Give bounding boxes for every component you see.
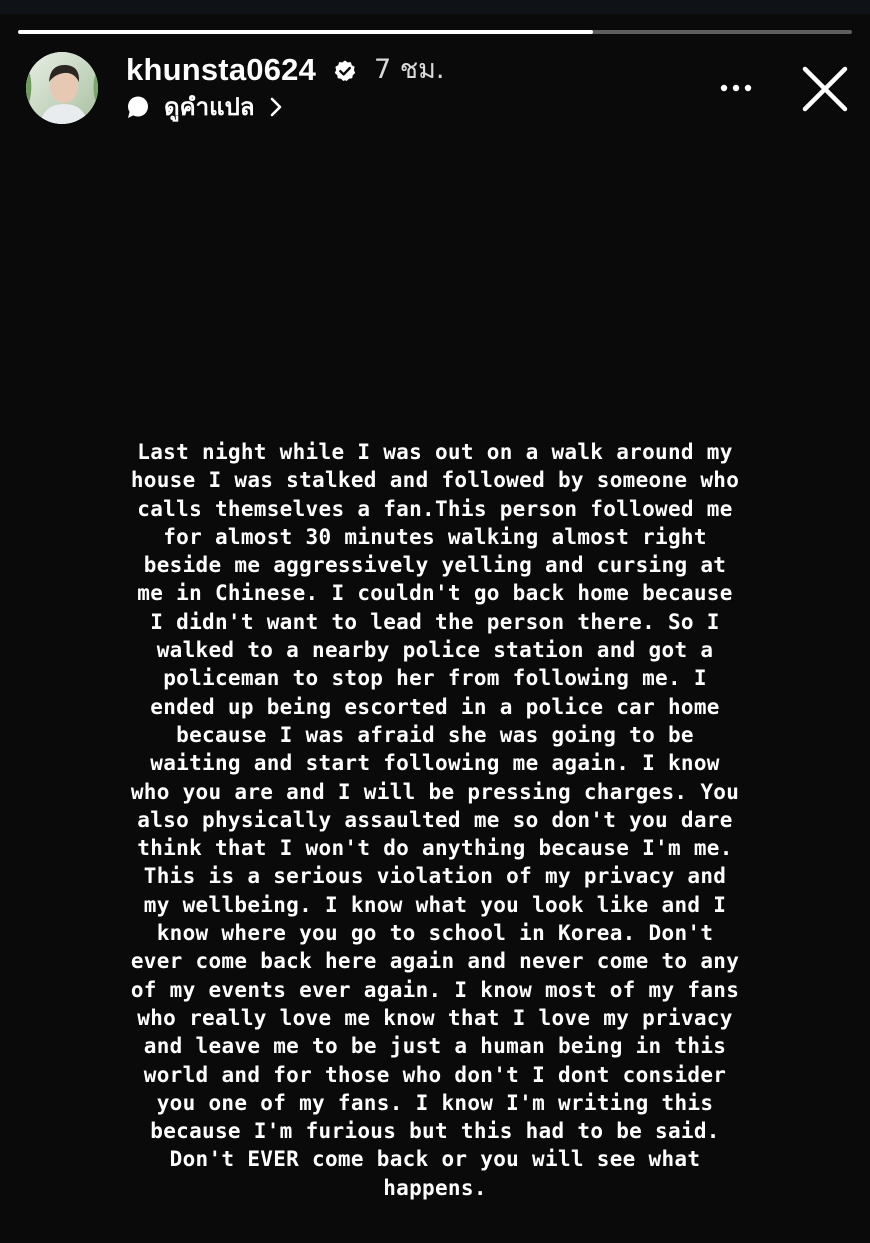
avatar-image [26,52,98,124]
see-translation-button[interactable] [126,91,283,123]
verified-badge-icon [333,59,357,83]
speech-bubble-icon [126,95,150,119]
more-dots-icon [712,72,760,104]
story-text: Last night while I was out on a walk around my house I was stalked and followed by someone who calls themselves a fan.This person followed me for almost 30 minutes walking almost right beside me aggressively yelling and cursing at me in Chinese. I couldn't go back home because I didn't want to lead the person there. So I walked to a nearby police station and got a policeman to stop her from following me. I ended up being escorted in a police car home because I was afraid she was going to be waiting and start following me again. I know who you are and I will be pressing charges. You also physically assaulted me so don't you dare think that I won't do anything because I'm me. This is a serious violation of my privacy and my wellbeing. I know what you look like and I know where you go to school in Korea. Don't ever come back here again and never come to any of my events ever again. I know most of my fans who really love me know that I love my privacy and leave me to be just a human being in this world and for those who don't I dont consider you one of my fans. I know I'm writing this because I'm furious but this had to be said. Don't EVER come back or you will see what happens. [130,440,740,1200]
avatar[interactable] [26,52,98,124]
story-progress-bar [18,30,852,34]
close-button[interactable] [796,60,854,118]
status-bar-strip [0,0,870,14]
more-options-button[interactable] [712,72,760,104]
story-progress-fill [18,30,593,34]
username[interactable]: khunsta0624 [126,52,317,87]
time-ago: 7 ชม. [374,54,445,85]
close-icon [796,60,854,118]
see-translation-label: ดูคำแปล [164,93,255,121]
chevron-right-icon [269,96,283,118]
